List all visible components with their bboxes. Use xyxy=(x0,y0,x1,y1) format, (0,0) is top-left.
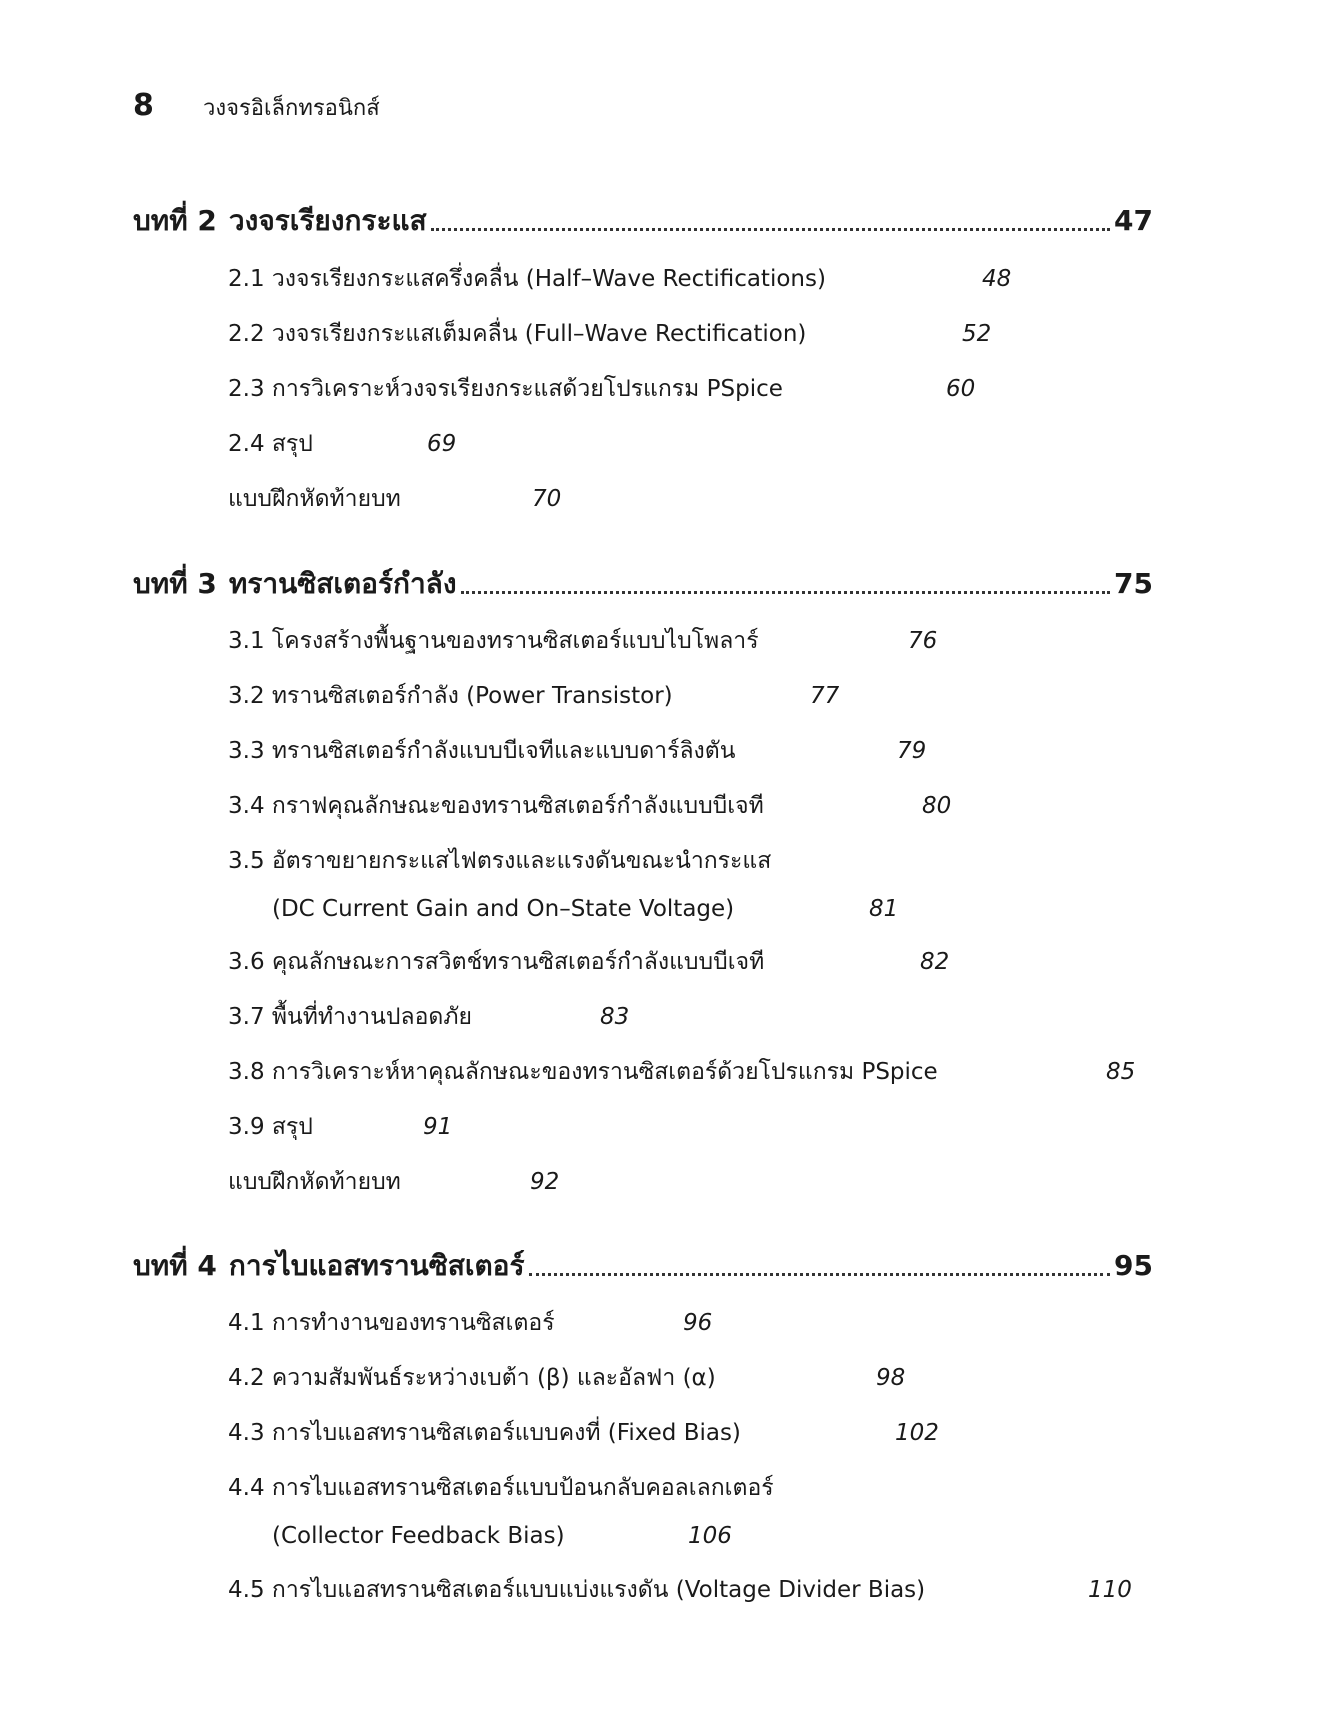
toc-entry[interactable]: 2.4 สรุป xyxy=(228,431,313,457)
chapter-name: วงจรเรียงกระแส xyxy=(228,204,427,237)
toc-page-number: 102 xyxy=(895,1420,939,1446)
book-title: วงจรอิเล็กทรอนิกส์ xyxy=(203,96,380,121)
chapter-page: 47 xyxy=(1114,204,1153,237)
toc-entry[interactable]: 4.2 ความสัมพันธ์ระหว่างเบต้า (β) และอัลฟา (α) xyxy=(228,1365,716,1391)
dot-leader xyxy=(461,590,1111,594)
toc-page-number: 106 xyxy=(688,1523,732,1549)
toc-page-number: 80 xyxy=(922,793,952,819)
toc-page-number: 92 xyxy=(530,1169,560,1195)
toc-entry-continuation[interactable]: (DC Current Gain and On–State Voltage) xyxy=(272,896,735,922)
toc-entry[interactable]: 4.1 การทำงานของทรานซิสเตอร์ xyxy=(228,1310,555,1336)
toc-entry[interactable]: 3.8 การวิเคราะห์หาคุณลักษณะของทรานซิสเตอร์ด้วยโปรแกรม PSpice xyxy=(228,1059,938,1085)
chapter-label: บทที่ 2 xyxy=(133,204,217,237)
toc-page-number: 76 xyxy=(908,628,938,654)
chapter-heading[interactable] xyxy=(133,203,1153,239)
chapter-page: 95 xyxy=(1114,1249,1153,1282)
chapter-heading[interactable] xyxy=(133,566,1153,602)
toc-page-number: 83 xyxy=(600,1004,630,1030)
toc-entry[interactable]: 3.9 สรุป xyxy=(228,1114,313,1140)
toc-page-number: 91 xyxy=(423,1114,453,1140)
toc-page-number: 110 xyxy=(1088,1577,1132,1603)
toc-entry[interactable]: 4.4 การไบแอสทรานซิสเตอร์แบบป้อนกลับคอลเลกเตอร์ xyxy=(228,1475,774,1501)
toc-entry[interactable]: 3.3 ทรานซิสเตอร์กำลังแบบบีเจทีและแบบดาร์ลิงตัน xyxy=(228,738,736,764)
page-header xyxy=(133,88,380,125)
toc-page-number: 82 xyxy=(920,949,950,975)
toc-page-number: 48 xyxy=(982,266,1012,292)
toc-page-number: 98 xyxy=(876,1365,906,1391)
toc-page-number: 81 xyxy=(869,896,899,922)
toc-entry[interactable]: 3.5 อัตราขยายกระแสไฟตรงและแรงดันขณะนำกระแส xyxy=(228,848,772,874)
chapter-name: การไบแอสทรานซิสเตอร์ xyxy=(228,1249,525,1282)
toc-entry[interactable]: 3.4 กราฟคุณลักษณะของทรานซิสเตอร์กำลังแบบบีเจที xyxy=(228,793,764,819)
toc-entry[interactable]: 3.6 คุณลักษณะการสวิตช์ทรานซิสเตอร์กำลังแบบบีเจที xyxy=(228,949,765,975)
toc-entry[interactable]: 3.7 พื้นที่ทำงานปลอดภัย xyxy=(228,1004,472,1030)
toc-page-number: 96 xyxy=(683,1310,713,1336)
toc-entry[interactable]: 3.1 โครงสร้างพื้นฐานของทรานซิสเตอร์แบบไบโพลาร์ xyxy=(228,628,759,654)
chapter-label: บทที่ 4 xyxy=(133,1249,217,1282)
toc-page-number: 52 xyxy=(962,321,992,347)
toc-page-number: 85 xyxy=(1106,1059,1136,1085)
toc-page-number: 77 xyxy=(810,683,840,709)
chapter-heading[interactable] xyxy=(133,1248,1153,1284)
toc-entry[interactable]: 3.2 ทรานซิสเตอร์กำลัง (Power Transistor) xyxy=(228,683,673,709)
chapter-label: บทที่ 3 xyxy=(133,567,217,600)
toc-entry[interactable]: 4.3 การไบแอสทรานซิสเตอร์แบบคงที่ (Fixed Bias) xyxy=(228,1420,741,1446)
dot-leader xyxy=(431,227,1110,231)
toc-entry[interactable]: แบบฝึกหัดท้ายบท xyxy=(228,486,401,512)
toc-entry[interactable]: 2.1 วงจรเรียงกระแสครึ่งคลื่น (Half–Wave Rectifications) xyxy=(228,266,826,292)
toc-entry[interactable]: 2.2 วงจรเรียงกระแสเต็มคลื่น (Full–Wave Rectification) xyxy=(228,321,807,347)
chapter-page: 75 xyxy=(1114,567,1153,600)
chapter-name: ทรานซิสเตอร์กำลัง xyxy=(228,567,457,600)
toc-entry[interactable]: แบบฝึกหัดท้ายบท xyxy=(228,1169,401,1195)
page-number: 8 xyxy=(133,88,154,123)
toc-entry[interactable]: 2.3 การวิเคราะห์วงจรเรียงกระแสด้วยโปรแกรม PSpice xyxy=(228,376,783,402)
dot-leader xyxy=(529,1272,1111,1276)
toc-page-number: 60 xyxy=(946,376,976,402)
toc-entry-continuation[interactable]: (Collector Feedback Bias) xyxy=(272,1523,565,1549)
toc-page-number: 69 xyxy=(427,431,457,457)
toc-page-number: 79 xyxy=(897,738,927,764)
toc-page-number: 70 xyxy=(532,486,562,512)
toc-entry[interactable]: 4.5 การไบแอสทรานซิสเตอร์แบบแบ่งแรงดัน (Voltage Divider Bias) xyxy=(228,1577,926,1603)
